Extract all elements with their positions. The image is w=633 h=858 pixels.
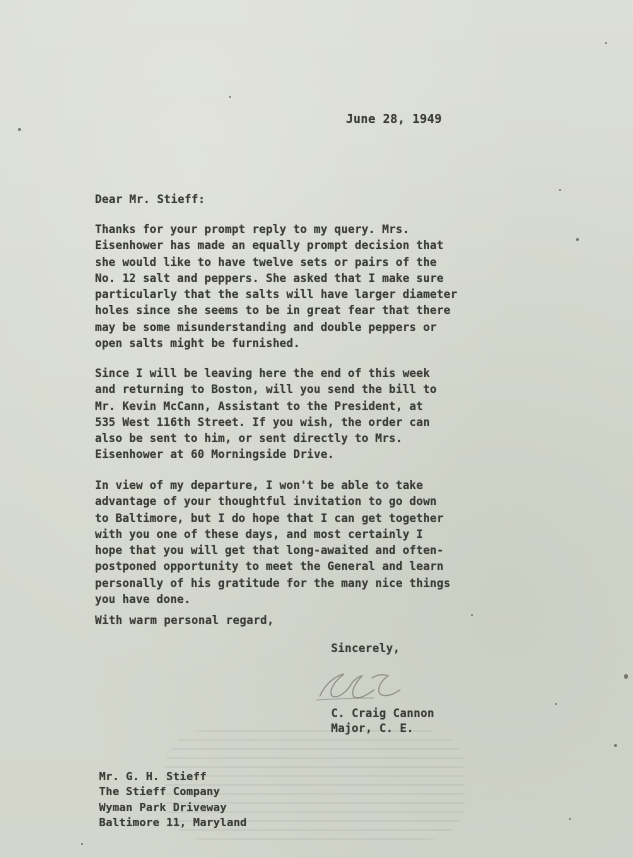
paragraph-line: you have done. xyxy=(95,593,191,607)
paragraph-line: she would like to have twelve sets or pairs of the xyxy=(95,255,437,269)
paragraph-3 xyxy=(95,478,515,608)
paragraph-line: with you one of these days, and most certainly I xyxy=(95,527,424,541)
paragraph-line: Eisenhower has made an equally prompt decision that xyxy=(95,239,444,253)
paragraph-line: Thanks for your prompt reply to my query. Mrs. xyxy=(95,223,410,236)
recipient-address xyxy=(99,769,319,831)
paragraph-1 xyxy=(95,222,515,352)
paragraph-line: to Baltimore, but I do hope that I can get together xyxy=(95,511,444,525)
paragraph-line: 535 West 116th Street. If you wish, the order can xyxy=(95,415,430,429)
paragraph-line: also be sent to him, or sent directly to Mrs. xyxy=(95,432,403,446)
paper-speck xyxy=(471,614,473,616)
paragraph-line: and returning to Boston, will you send the bill to xyxy=(95,383,437,397)
paper-speck xyxy=(559,189,561,191)
paragraph-line: Since I will be leaving here the end of this week xyxy=(95,367,430,380)
paragraph-line: open salts might be furnished. xyxy=(95,337,301,351)
paper-speck xyxy=(624,674,628,679)
paragraph-line: advantage of your thoughtful invitation to go down xyxy=(95,495,437,509)
paper-speck xyxy=(614,744,617,747)
paper-speck xyxy=(81,843,83,845)
regards-line: With warm personal regard, xyxy=(95,614,275,627)
paragraph-line: particularly that the salts will have larger diameter xyxy=(95,288,458,302)
closing: Sincerely, xyxy=(331,642,400,655)
signer-rank: Major, C. E. xyxy=(331,722,414,735)
address-line: The Stieff Company xyxy=(99,785,221,799)
address-line: Wyman Park Driveway xyxy=(99,800,227,814)
paragraph-line: In view of my departure, I won't be able to take xyxy=(95,479,424,492)
paragraph-line: No. 12 salt and peppers. She asked that I make sure xyxy=(95,271,444,285)
paragraph-line: hope that you will get that long-awaited and often- xyxy=(95,544,444,558)
letter-date: June 28, 1949 xyxy=(346,112,442,126)
paragraph-2 xyxy=(95,366,515,464)
salutation: Dear Mr. Stieff: xyxy=(95,193,206,206)
address-line: Baltimore 11, Maryland xyxy=(99,816,247,830)
paper-speck xyxy=(229,96,231,98)
paragraph-line: Mr. Kevin McCann, Assistant to the President, at xyxy=(95,399,424,413)
paragraph-line: postponed opportunity to meet the General and learn xyxy=(95,560,444,574)
address-line: Mr. G. H. Stieff xyxy=(99,770,207,783)
paragraph-line: holes since she seems to be in great fear that there xyxy=(95,304,451,318)
paper-speck xyxy=(569,818,571,820)
signer-name: C. Craig Cannon xyxy=(331,707,435,720)
paper-speck xyxy=(18,128,21,131)
handwritten-signature xyxy=(314,668,406,704)
paragraph-line: Eisenhower at 60 Morningside Drive. xyxy=(95,448,335,462)
paper-speck xyxy=(576,238,579,241)
paragraph-line: may be some misunderstanding and double peppers or xyxy=(95,320,437,334)
paper-speck xyxy=(605,42,607,44)
paper-speck xyxy=(555,703,557,705)
paragraph-line: personally of his gratitude for the many nice things xyxy=(95,576,451,590)
